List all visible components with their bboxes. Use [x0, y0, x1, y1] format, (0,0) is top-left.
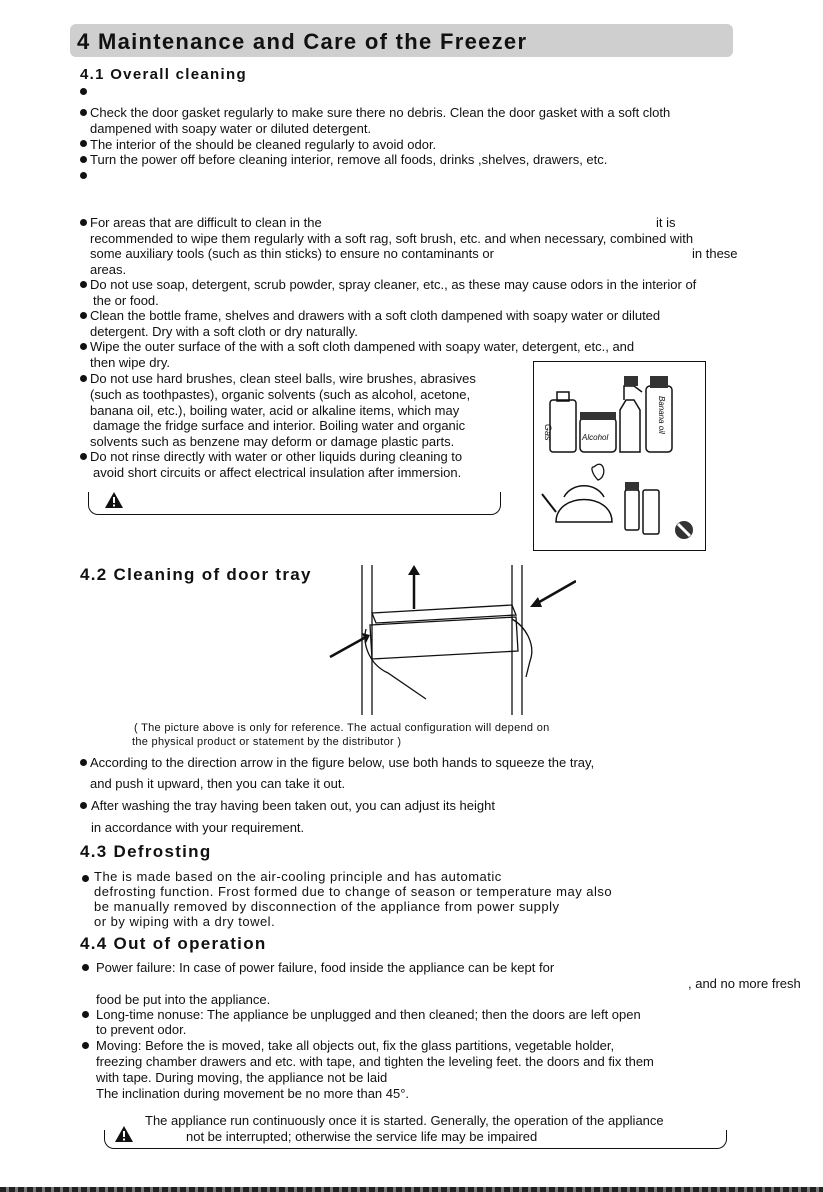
text-line: food be put into the appliance.: [96, 992, 271, 1007]
text-line: damage the fridge surface and interior. Boiling water and organic: [93, 418, 466, 433]
bullet: [80, 375, 87, 382]
text-line: or by wiping with a dry towel.: [94, 914, 276, 929]
figure-caption: the physical product or statement by the distributor ): [132, 736, 402, 748]
text-line: After washing the tray having been taken out, you can adjust its height: [91, 798, 495, 813]
text-line: The inclination during movement be no more than 45°.: [96, 1086, 410, 1101]
text-line: defrosting function. Frost formed due to change of season or temperature may also: [94, 884, 613, 899]
text-line: with tape. During moving, the appliance not be laid: [96, 1070, 388, 1085]
section-4-3-heading: 4.3 Defrosting: [80, 842, 212, 861]
warning-icon: [114, 1125, 134, 1143]
figure-caption: ( The picture above is only for reference. The actual configuration will depend on: [134, 722, 550, 734]
text-line: (such as toothpastes), organic solvents (such as alcohol, acetone,: [90, 387, 471, 402]
text-line: detergent. Dry with a soft cloth or dry naturally.: [90, 324, 358, 339]
text-line: Power failure: In case of power failure, food inside the appliance can be kept for: [96, 960, 555, 975]
text-line: then wipe dry.: [90, 355, 170, 370]
bullet: [80, 281, 87, 288]
text-line: some auxiliary tools (such as thin sticks) to ensure no contaminants or: [90, 246, 494, 261]
text-line: dampened with soapy water or diluted detergent.: [90, 121, 372, 136]
warning-icon: [104, 491, 124, 509]
text-line: to prevent odor.: [96, 1022, 187, 1037]
bullet: [80, 312, 87, 319]
bottle-label-banana-oil: Banana oil: [657, 396, 666, 434]
chemicals-illustration: [533, 361, 706, 551]
text-line: the or food.: [93, 293, 159, 308]
bullet: [82, 875, 89, 882]
bullet: [80, 219, 87, 226]
bullet: [80, 343, 87, 350]
text-line: recommended to wipe them regularly with a soft rag, soft brush, etc. and when necessary, combined with: [90, 231, 694, 246]
warning-box: [88, 492, 501, 515]
section-4-1-heading: 4.1 Overall cleaning: [80, 66, 247, 83]
text-line: Wipe the outer surface of the with a soft cloth dampened with soapy water, detergent, etc., and: [90, 339, 635, 354]
warning-text: The appliance run continuously once it is started. Generally, the operation of the appliance: [145, 1113, 664, 1128]
text-line: Turn the power off before cleaning interior, remove all foods, drinks ,shelves, drawers, etc.: [90, 152, 608, 167]
bullet: [80, 156, 87, 163]
text-line: freezing chamber drawers and etc. with tape, and tighten the leveling feet. the doors and fix them: [96, 1054, 654, 1069]
bullet: [80, 453, 87, 460]
bullet: [80, 109, 87, 116]
text-line: banana oil, etc.), boiling water, acid or alkaline items, which may: [90, 403, 460, 418]
door-tray-illustration: [326, 565, 576, 715]
bottle-label-gas: Gas: [543, 424, 553, 441]
page-title: 4 Maintenance and Care of the Freezer: [77, 29, 528, 54]
text-line: Do not rinse directly with water or other liquids during cleaning to: [90, 449, 463, 464]
text-line: be manually removed by disconnection of the appliance from power supply: [94, 899, 560, 914]
text-line: it is: [656, 215, 676, 230]
text-line: The is made based on the air-cooling principle and has automatic: [94, 869, 502, 884]
text-line: solvents such as benzene may deform or damage plastic parts.: [90, 434, 455, 449]
text-line: Clean the bottle frame, shelves and drawers with a soft cloth dampened with soapy water or diluted: [90, 308, 661, 323]
bullet: [80, 172, 87, 179]
bullet: [82, 1011, 89, 1018]
text-line: Do not use soap, detergent, scrub powder, spray cleaner, etc., as these may cause odors in the interior of: [90, 277, 697, 292]
bottle-label-alcohol: Alcohol: [582, 433, 609, 442]
text-line: , and no more fresh: [688, 976, 801, 991]
bullet: [80, 140, 87, 147]
bullet: [82, 964, 89, 971]
bullet: [80, 88, 87, 95]
text-line: Check the door gasket regularly to make sure there no debris. Clean the door gasket with a soft cloth: [90, 105, 671, 120]
text-line: Do not use hard brushes, clean steel balls, wire brushes, abrasives: [90, 371, 476, 386]
bullet: [80, 759, 87, 766]
bottom-edge-line: [0, 1187, 823, 1192]
section-4-4-heading: 4.4 Out of operation: [80, 934, 267, 953]
text-line: in accordance with your requirement.: [91, 820, 305, 835]
text-line: areas.: [90, 262, 127, 277]
text-line: According to the direction arrow in the figure below, use both hands to squeeze the tray,: [90, 755, 595, 770]
text-line: Long-time nonuse: The appliance be unplugged and then cleaned; then the doors are left open: [96, 1007, 641, 1022]
text-line: For areas that are difficult to clean in the: [90, 215, 322, 230]
bullet: [80, 802, 87, 809]
text-line: and push it upward, then you can take it out.: [90, 776, 346, 791]
warning-text: not be interrupted; otherwise the service life may be impaired: [186, 1129, 538, 1144]
text-line: avoid short circuits or affect electrical insulation after immersion.: [93, 465, 462, 480]
text-line: The interior of the should be cleaned regularly to avoid odor.: [90, 137, 437, 152]
text-line: Moving: Before the is moved, take all objects out, fix the glass partitions, vegetable holder,: [96, 1038, 615, 1053]
section-4-2-heading: 4.2 Cleaning of door tray: [80, 565, 312, 584]
bullet: [82, 1042, 89, 1049]
text-line: in these: [692, 246, 738, 261]
